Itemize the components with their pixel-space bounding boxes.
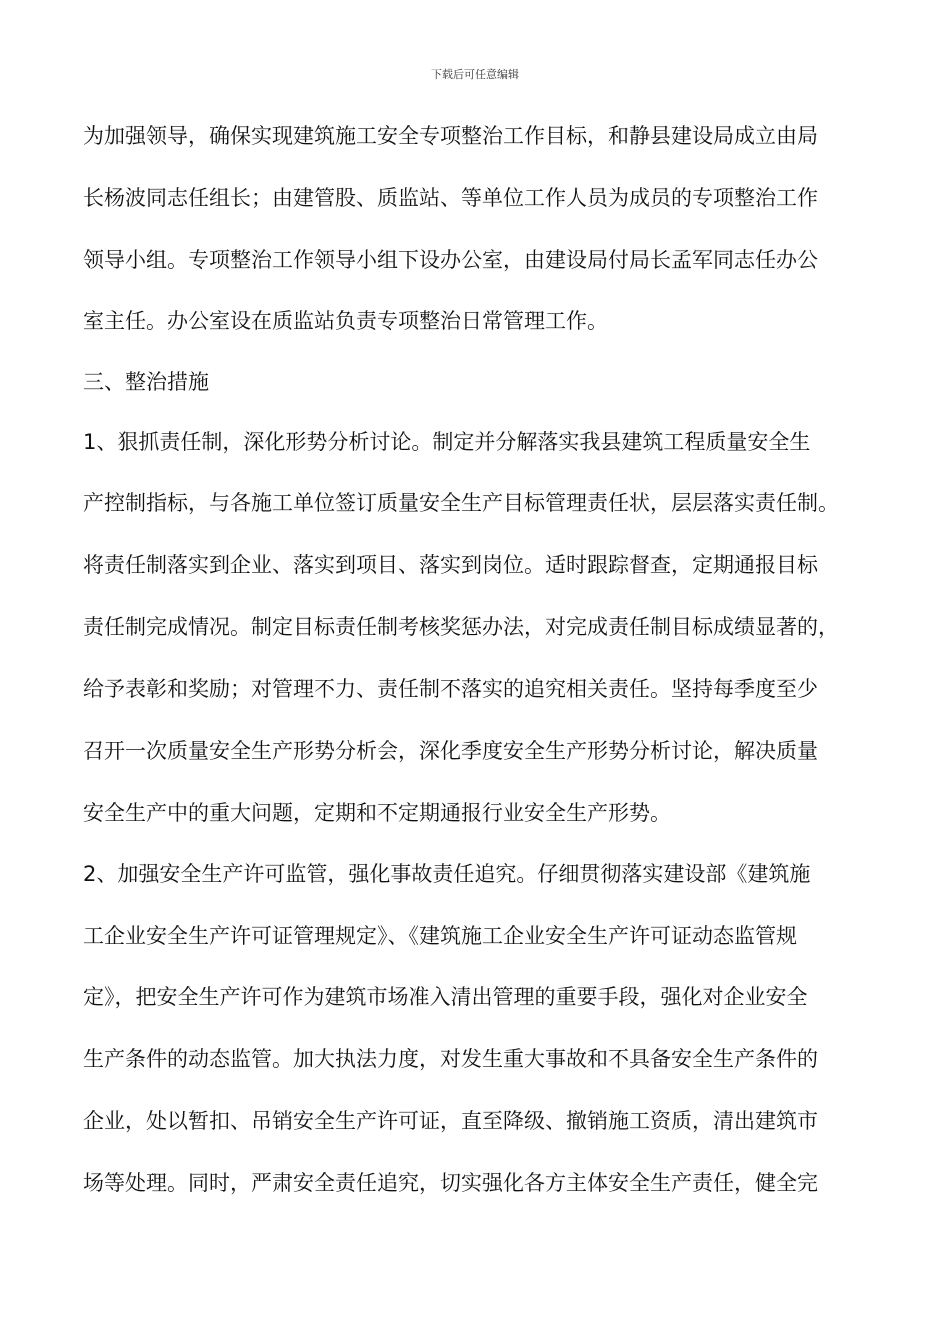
body-line-18: 场等处理。同时，严肃安全责任追究，切实强化各方主体安全生产责任，健全完 [83, 1171, 818, 1195]
body-line-10: 给予表彰和奖励；对管理不力、责任制不落实的追究相关责任。坚持每季度至少 [83, 677, 818, 701]
body-line-3: 领导小组。专项整治工作领导小组下设办公室，由建设局付局长孟军同志任办公 [83, 248, 818, 272]
body-line-14: 工企业安全生产许可证管理规定》、《建筑施工企业安全生产许可证动态监管规 [83, 924, 797, 948]
page-header-note: 下载后可任意编辑 [431, 68, 519, 81]
body-line-13: 2、加强安全生产许可监管，强化事故责任追究。仔细贯彻落实建设部《建筑施 [83, 862, 811, 886]
body-line-16: 生产条件的动态监管。加大执法力度，对发生重大事故和不具备安全生产条件的 [83, 1047, 818, 1071]
body-line-17: 企业，处以暂扣、吊销安全生产许可证，直至降级、撤销施工资质，清出建筑市 [83, 1109, 818, 1133]
body-line-4: 室主任。办公室设在质监站负责专项整治日常管理工作。 [83, 309, 608, 333]
body-line-15: 定》，把安全生产许可作为建筑市场准入清出管理的重要手段，强化对企业安全 [83, 985, 808, 1009]
body-line-2: 长杨波同志任组长；由建管股、质监站、等单位工作人员为成员的专项整治工作 [83, 186, 818, 210]
body-line-9: 责任制完成情况。制定目标责任制考核奖惩办法，对完成责任制目标成绩显著的， [83, 615, 839, 639]
body-line-8: 将责任制落实到企业、落实到项目、落实到岗位。适时跟踪督查，定期通报目标 [83, 553, 818, 577]
section-heading: 三、整治措施 [83, 370, 209, 394]
body-line-1: 为加强领导，确保实现建筑施工安全专项整治工作目标，和静县建设局成立由局 [83, 124, 818, 148]
body-line-12: 安全生产中的重大问题，定期和不定期通报行业安全生产形势。 [83, 801, 671, 825]
body-line-11: 召开一次质量安全生产形势分析会，深化季度安全生产形势分析讨论，解决质量 [83, 739, 818, 763]
body-line-7: 产控制指标，与各施工单位签订质量安全生产目标管理责任状，层层落实责任制。 [83, 491, 839, 515]
body-line-6: 1、狠抓责任制，深化形势分析讨论。制定并分解落实我县建筑工程质量安全生 [83, 430, 811, 454]
